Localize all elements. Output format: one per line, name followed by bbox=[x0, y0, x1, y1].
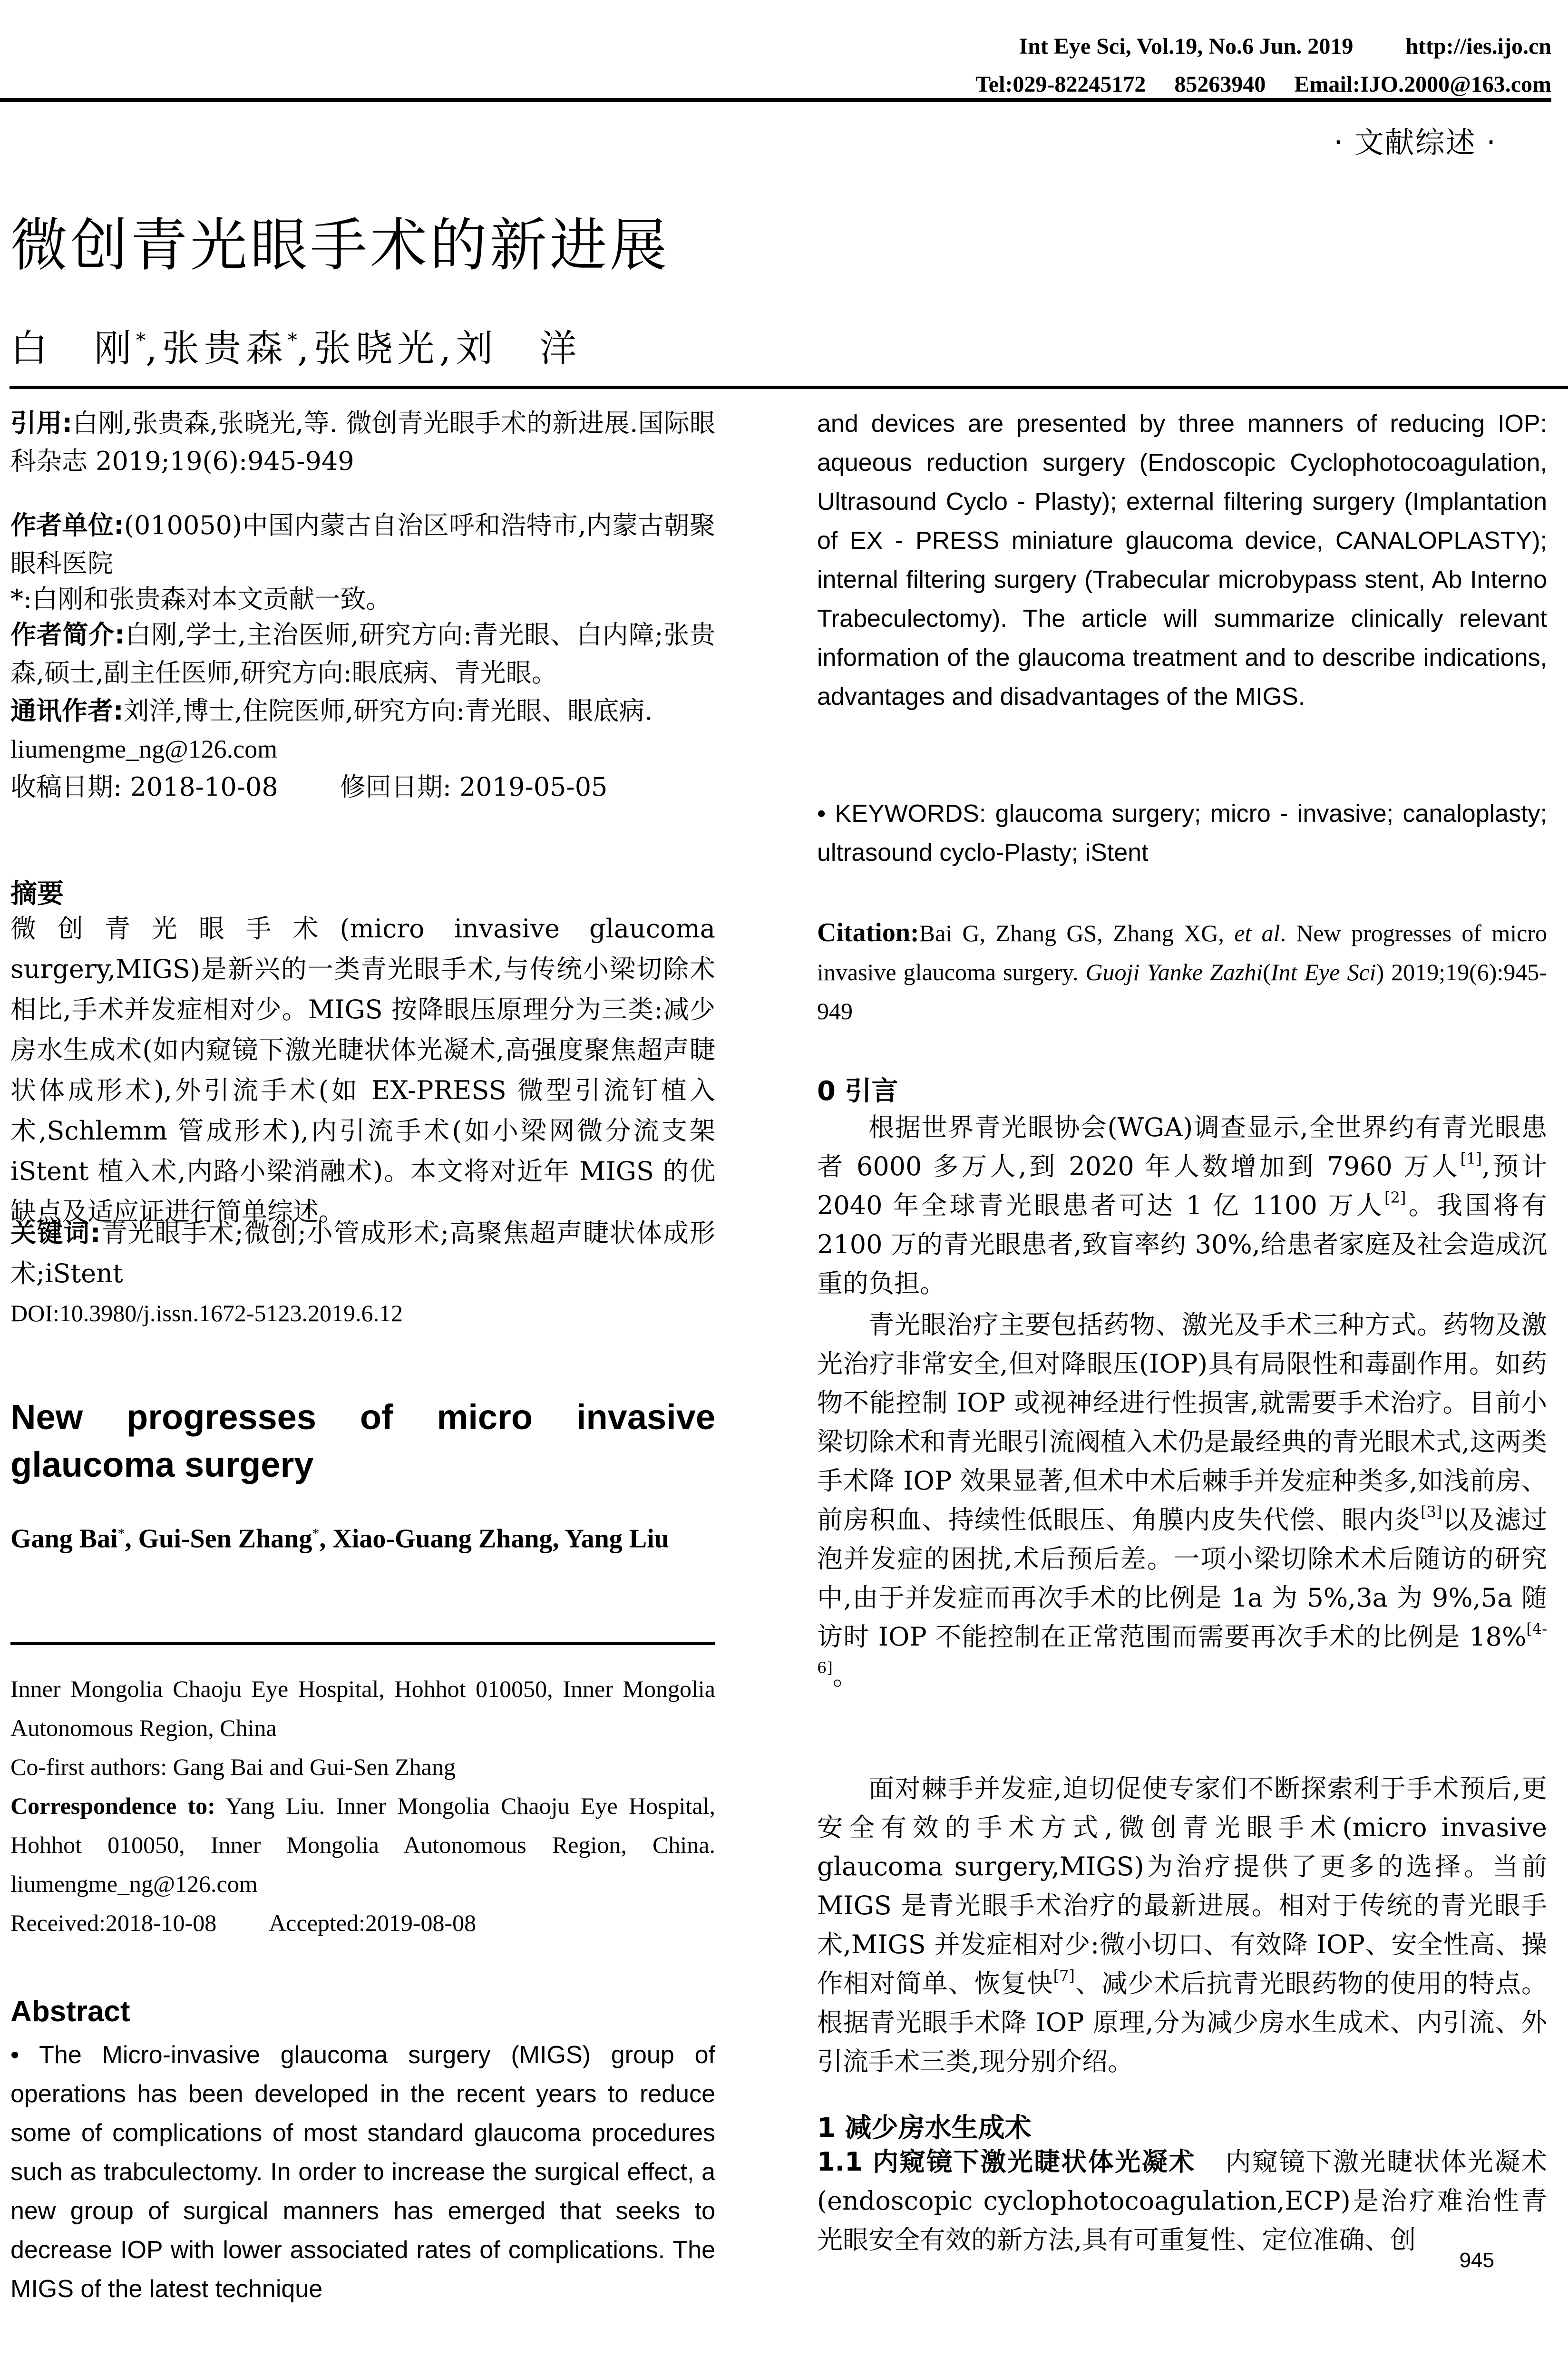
journal-tel: Tel:029-82245172 bbox=[975, 72, 1146, 97]
text: 。 bbox=[832, 1661, 858, 1691]
author-en: Gui-Sen Zhang bbox=[138, 1524, 312, 1554]
journal-url[interactable]: http://ies.ijo.cn bbox=[1405, 34, 1551, 59]
article-title-en: New progresses of micro invasive glaucoma surgery bbox=[10, 1397, 715, 1484]
author-cn: 刘 洋 bbox=[456, 327, 582, 370]
text: ,预计 2040 年全球青光眼患者可达 1 亿 1100 万人 bbox=[817, 1151, 1547, 1220]
citation-en-volume: 2019;19(6):945-949 bbox=[817, 959, 1547, 1024]
keywords-cn-label: 关键词: bbox=[10, 1218, 101, 1248]
reference-1[interactable]: [1] bbox=[1460, 1150, 1482, 1168]
keywords-cn-text: 青光眼手术;微创;小管成形术;高聚焦超声睫状体成形术;iStent bbox=[10, 1218, 715, 1288]
corresponding-author-cn bbox=[10, 692, 715, 768]
title-rule bbox=[10, 386, 1568, 389]
keywords-cn bbox=[10, 1213, 715, 1294]
running-head bbox=[975, 28, 1551, 104]
correspondence-label: Correspondence to: bbox=[10, 1792, 215, 1819]
citation-cn bbox=[10, 404, 715, 480]
author-bio-text: 白刚,学士,主治医师,研究方向:青光眼、白内障;张贵森,硕士,副主任医师,研究方向:眼底病、青光眼。 bbox=[10, 620, 715, 688]
citation-cn-label: 引用: bbox=[10, 408, 73, 438]
co-first-mark: * bbox=[117, 1526, 125, 1541]
affiliation-cn bbox=[10, 507, 715, 583]
citation-en-label: Citation: bbox=[817, 918, 919, 947]
affiliation-en: Inner Mongolia Chaoju Eye Hospital, Hohhot 010050, Inner Mongolia Autonomous Region, China bbox=[10, 1676, 715, 1741]
co-first-mark: * bbox=[312, 1526, 320, 1541]
section-0-heading: 0 引言 bbox=[817, 1076, 898, 1107]
author-en: Xiao-Guang Zhang bbox=[332, 1524, 553, 1554]
section-tag: · 文献综述 · bbox=[1334, 125, 1497, 160]
text: 、减少术后抗青光眼药物的使用的特点。根据青光眼手术降 IOP 原理,分为减少房水生成术、内引流、外引流手术三类,现分别介绍。 bbox=[817, 1968, 1548, 2076]
revised-date-cn: 修回日期: 2019-05-05 bbox=[340, 772, 608, 802]
abstract-en-part1: • The Micro-invasive glaucoma surgery (MIGS) group of operations has been developed in the recent years to reduce some of complications of most standard glaucoma procedures such as trabculectomy. In order to increase the surgical effect, a new group of surgical manners has emerged that seeks to decrease IOP with lower associated rates of complications. The MIGS of the latest technique bbox=[10, 2041, 715, 2303]
corresponding-author-label: 通讯作者: bbox=[10, 696, 124, 726]
section-1-1 bbox=[817, 2143, 1547, 2260]
section-1-1-text: 内窥镜下激光睫状体光凝术(endoscopic cyclophotocoagulation,ECP)是治疗难治性青光眼安全有效的新方法,具有可重复性、定位准确、创 bbox=[817, 2147, 1547, 2255]
journal-citation: Int Eye Sci, Vol.19, No.6 Jun. 2019 bbox=[1019, 34, 1354, 59]
section-1-1-heading: 1.1 内窥镜下激光睫状体光凝术 bbox=[817, 2147, 1196, 2177]
doi[interactable]: DOI:10.3980/j.issn.1672-5123.2019.6.12 bbox=[10, 1300, 403, 1326]
author-en: Gang Bai bbox=[10, 1524, 118, 1554]
intro-paragraph-2 bbox=[817, 1305, 1547, 1695]
received-date-cn: 收稿日期: 2018-10-08 bbox=[10, 772, 278, 802]
co-first-mark: * bbox=[136, 330, 146, 351]
page-number: 945 bbox=[1459, 2249, 1494, 2272]
citation-journal-en: Int Eye Sci bbox=[1270, 959, 1376, 985]
author-bio-label: 作者简介: bbox=[10, 620, 125, 650]
dates-cn bbox=[10, 768, 715, 806]
paren: ) bbox=[1376, 959, 1384, 985]
received-date-en: Received:2018-10-08 bbox=[10, 1909, 217, 1936]
author-cn: 张晓光 bbox=[313, 327, 439, 370]
reference-3[interactable]: [3] bbox=[1420, 1503, 1442, 1521]
author-cn: 张贵森 bbox=[162, 327, 288, 370]
reference-2[interactable]: [2] bbox=[1384, 1188, 1406, 1207]
abstract-cn-text: 微创青光眼手术(micro invasive glaucoma surgery,MIGS)是新兴的一类青光眼手术,与传统小梁切除术相比,手术并发症相对少。MIGS 按降眼压原理分为三类:减少房水生成术(如内窥镜下激光睫状体光凝术,高强度聚焦超声睫状体成形术),外引流手术(如 EX-PRESS 微型引流钉植入术,Schlemm 管成形术),内引流手术(如小梁网微分流支架 iStent 植入术,内路小梁消融术)。本文将对近年 MIGS 的优缺点及适应证进行简单综述。 bbox=[10, 914, 715, 1227]
reference-7[interactable]: [7] bbox=[1053, 1967, 1075, 1985]
co-first-authors-en: Co-first authors: Gang Bai and Gui-Sen Zhang bbox=[10, 1754, 456, 1780]
abstract-en-part2: and devices are presented by three manners of reducing IOP: aqueous reduction surgery (Endoscopic Cyclophotocoagulation, Ultrasound Cyclo - Plasty); external filtering surgery (Implantation of EX - PRESS miniature glaucoma device, CANALOPLASTY); internal filtering surgery (Trabecular microbypass stent, Ab Interno Trabeculectomy). The article will summarize clinically relevant information of the glaucoma treatment and to describe indications, advantages and disadvantages of the MIGS. bbox=[817, 410, 1547, 711]
reference-4-6[interactable]: [4-6] bbox=[817, 1620, 1547, 1677]
text: 。我国将有 2100 万的青光眼患者,致盲率约 30%,给患者家庭及社会造成沉重的负担。 bbox=[817, 1190, 1547, 1298]
intro-paragraph-3 bbox=[817, 1769, 1547, 2081]
header-rule bbox=[0, 98, 1551, 102]
text: 面对棘手并发症,迫切促使专家们不断探索利于手术预后,更安全有效的手术方式,微创青光眼手术(micro invasive glaucoma surgery,MIGS)为治疗提供了更多的选择。当前 MIGS 是青光眼手术治疗的最新进展。相对于传统的青光眼手术,MIGS 并发症相对少:微小切口、有效降 IOP、安全性高、操作相对简单、恢复快 bbox=[817, 1773, 1547, 1998]
article-title-cn: 微创青光眼手术的新进展 bbox=[10, 213, 670, 279]
journal-email[interactable]: Email:IJO.2000@163.com bbox=[1294, 72, 1551, 97]
affiliation-cn-label: 作者单位: bbox=[10, 510, 124, 540]
author-en: Yang Liu bbox=[565, 1524, 669, 1554]
journal-tel2: 85263940 bbox=[1174, 72, 1266, 97]
author-cn: 白 刚 bbox=[10, 327, 136, 370]
abstract-cn-heading: 摘要 bbox=[10, 878, 64, 909]
journal-line bbox=[975, 28, 1551, 66]
citation-en-title: . New progresses of micro invasive glaucoma surgery. bbox=[817, 920, 1547, 985]
abstract-en-heading: Abstract bbox=[10, 1995, 130, 2028]
author-bio bbox=[10, 616, 715, 692]
text: 根据世界青光眼协会(WGA)调查显示,全世界约有青光眼患者 6000 多万人,到 2020 年人数增加到 7960 万人 bbox=[817, 1112, 1547, 1181]
paren: ( bbox=[1263, 959, 1271, 985]
keywords-en: • KEYWORDS: glaucoma surgery; micro - invasive; canaloplasty; ultrasound cyclo-Plasty; iStent bbox=[817, 800, 1547, 867]
authors-en-rule bbox=[10, 1642, 715, 1645]
intro-paragraph-1 bbox=[817, 1108, 1547, 1303]
equal-contribution-note: *:白刚和张贵森对本文贡献一致。 bbox=[10, 584, 392, 614]
accepted-date-en: Accepted:2019-08-08 bbox=[269, 1909, 477, 1936]
corresponding-author-text: 刘洋,博士,住院医师,研究方向:青光眼、眼底病. bbox=[123, 696, 653, 726]
affiliation-cn-text: (010050)中国内蒙古自治区呼和浩特市,内蒙古朝聚眼科医院 bbox=[10, 510, 715, 578]
citation-journal: Guoji Yanke Zazhi bbox=[1085, 959, 1263, 985]
co-first-mark: * bbox=[287, 330, 297, 351]
citation-cn-text: 白刚,张贵森,张晓光,等. 微创青光眼手术的新进展.国际眼科杂志 2019;19(6):945-949 bbox=[10, 408, 715, 476]
authors-cn: 白 刚*,张贵森*,张晓光,刘 洋 bbox=[10, 327, 582, 370]
citation-en-authors: Bai G, Zhang GS, Zhang XG, bbox=[919, 920, 1235, 946]
correspondence-text: Yang Liu. Inner Mongolia Chaoju Eye Hospital, Hohhot 010050, Inner Mongolia Autonomous Region, China. liumengme_ng@126.com bbox=[10, 1792, 715, 1897]
citation-en bbox=[817, 913, 1547, 1031]
correspondence-en bbox=[10, 1786, 715, 1903]
dates-en bbox=[10, 1903, 715, 1942]
authors-en: Gang Bai*, Gui-Sen Zhang*, Xiao-Guang Zhang, Yang Liu bbox=[10, 1524, 669, 1554]
text: 以及滤过泡并发症的困扰,术后预后差。一项小梁切除术术后随访的研究中,由于并发症而再次手术的比例是 1a 为 5%,3a 为 9%,5a 随访时 IOP 不能控制在正常范围而需要再次手术的比例是 18% bbox=[817, 1505, 1548, 1652]
section-1-heading: 1 减少房水生成术 bbox=[817, 2113, 1032, 2143]
text: 青光眼治疗主要包括药物、激光及手术三种方式。药物及激光治疗非常安全,但对降眼压(IOP)具有局限性和毒副作用。如药物不能控制 IOP 或视神经进行性损害,就需要手术治疗。目前小梁切除术和青光眼引流阀植入术仍是最经典的青光眼术式,这两类手术降 IOP 效果显著,但术中术后棘手并发症种类多,如浅前房、前房积血、持续性低眼压、角膜内皮失代偿、眼内炎 bbox=[817, 1310, 1547, 1535]
citation-et-al: et al bbox=[1234, 920, 1280, 946]
corresponding-email[interactable]: liumengme_ng@126.com bbox=[10, 735, 278, 763]
